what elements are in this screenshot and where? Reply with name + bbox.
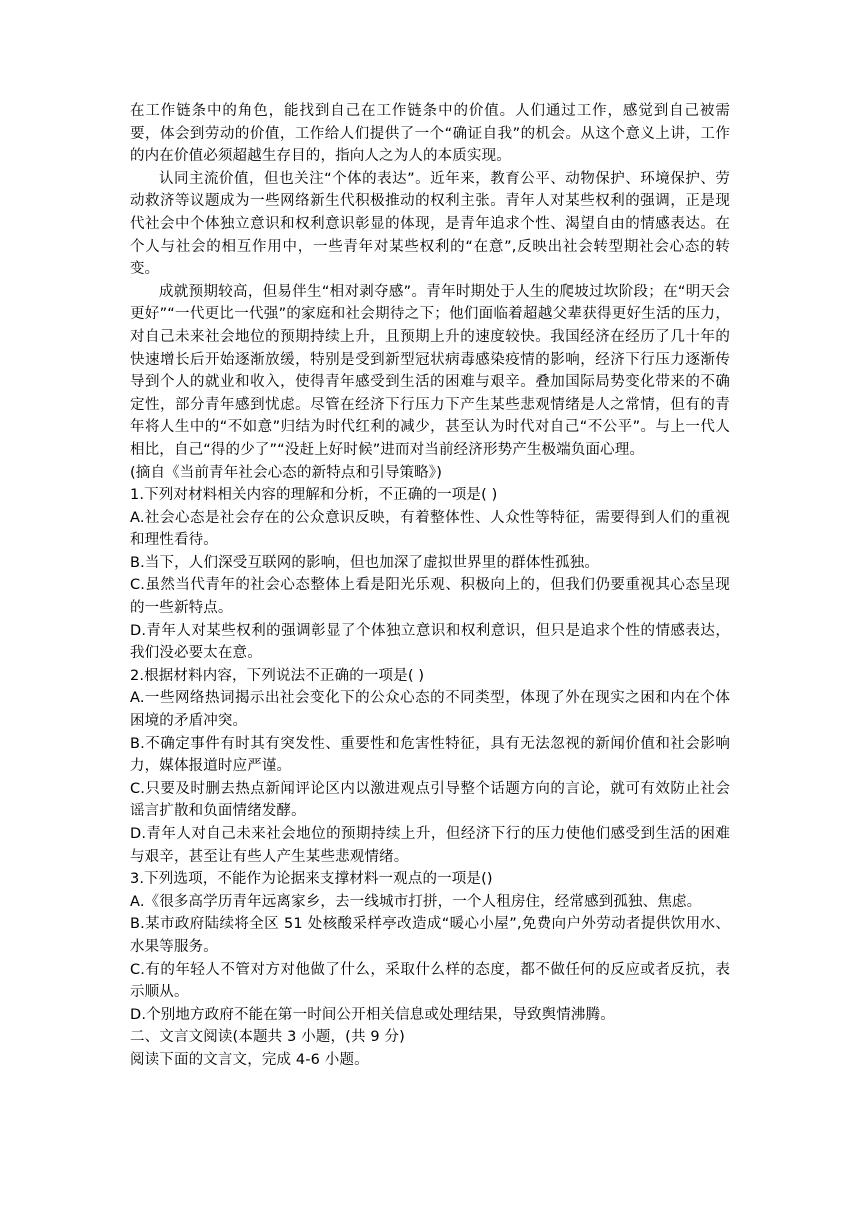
- section-lead: 阅读下面的文言文，完成 4-6 小题。: [130, 1051, 369, 1068]
- question-2-option-a: A.一些网络热词揭示出社会变化下的公众心态的不同类型，体现了外在现实之困和内在个体困境的矛盾冲突。: [130, 690, 730, 730]
- question-1-option-a: A.社会心态是社会存在的公众意识反映，有着整体性、人众性等特征，需要得到人们的重视和理性看待。: [130, 509, 730, 549]
- question-1-option-b: B.当下，人们深受互联网的影响，但也加深了虚拟世界里的群体性孤独。: [130, 554, 600, 571]
- question-2-option-b: B.不确定事件有时其有突发性、重要性和危害性特征，具有无法忽视的新闻价值和社会影响力，媒体报道时应严谨。: [130, 735, 730, 775]
- question-1-option-d: D.青年人对某些权利的强调彰显了个体独立意识和权利意识，但只是追求个性的情感表达，我们没必要太在意。: [130, 622, 730, 662]
- question-1-option-c: C.虽然当代青年的社会心态整体上看是阳光乐观、积极向上的，但我们仍要重视其心态呈现的一些新特点。: [130, 577, 730, 617]
- question-1-stem: 1.下列对材料相关内容的理解和分析，不正确的一项是( ): [130, 487, 498, 504]
- question-3-option-c: C.有的年轻人不管对方对他做了什么，采取什么样的态度，都不做任何的反应或者反抗，表示顺从。: [130, 961, 730, 1001]
- question-2-option-d: D.青年人对自己未来社会地位的预期持续上升，但经济下行的压力使他们感受到生活的困难与艰辛，甚至让有些人产生某些悲观情绪。: [130, 826, 730, 865]
- paragraph-1: 在工作链条中的角色，能找到自己在工作链条中的价值。人们通过工作，感觉到自己被需要，体会到劳动的价值，工作给人们提供了一个“确证自我”的机会。从这个意义上讲，工作的内在价值必须超越生存目的，指向人之为人的本质实现。: [130, 103, 730, 165]
- question-3-option-b: B.某市政府陆续将全区 51 处核酸采样亭改造成“暖心小屋”,免费向户外劳动者提供饮用水、水果等服务。: [130, 916, 730, 955]
- document-body: [130, 100, 730, 1072]
- question-2-stem: 2.根据材料内容，下列说法不正确的一项是( ): [130, 667, 425, 684]
- question-3-stem: 3.下列选项，不能作为论据来支撑材料一观点的一项是(): [130, 871, 493, 888]
- paragraph-3: 成就预期较高，但易伴生“相对剥夺感”。青年时期处于人生的爬坡过坎阶段；在“明天会更好”“一代更比一代强”的家庭和社会期待之下；他们面临着超越父辈获得更好生活的压力，对自己未来社会地位的预期持续上升，且预期上升的速度较快。我国经济在经历了几十年的快速增长后开始逐渐放缓，特别是受到新型冠状病毒感染疫情的影响，经济下行压力逐渐传导到个人的就业和收入，使得青年感受到生活的困难与艰辛。叠加国际局势变化带来的不确定性，部分青年感到忧虑。尽管在经济下行压力下产生某些悲观情绪是人之常情，但有的青年将人生中的“不如意”归结为时代红利的减少，甚至认为时代对自己“不公平”。与上一代人相比，自己“得的少了”“没赶上好时候”进而对当前经济形势产生极端负面心理。: [130, 283, 730, 458]
- paragraph-2: 认同主流价值，但也关注“个体的表达”。近年来，教育公平、动物保护、环境保护、劳动救济等议题成为一些网络新生代积极推动的权利主张。青年人对某些权利的强调，正是现代社会中个体独立意识和权利意识彰显的体现，是青年追求个性、渴望自由的情感表达。在个人与社会的相互作用中，一些青年对某些权利的“在意”,反映出社会转型期社会心态的转变。: [130, 170, 730, 278]
- source-citation: (摘自《当前青年社会心态的新特点和引导策略》): [130, 464, 443, 481]
- section-heading: 二、文言文阅读(本题共 3 小题，(共 9 分): [130, 1029, 405, 1046]
- question-2-option-c: C.只要及时删去热点新闻评论区内以激进观点引导整个话题方向的言论，就可有效防止社会谣言扩散和负面情绪发酵。: [130, 780, 730, 820]
- question-3-option-d: D.个别地方政府不能在第一时间公开相关信息或处理结果，导致舆情沸腾。: [130, 1006, 615, 1023]
- question-3-option-a: A.《很多高学历青年远离家乡，去一线城市打拼，一个人租房住，经常感到孤独、焦虑。: [130, 893, 702, 910]
